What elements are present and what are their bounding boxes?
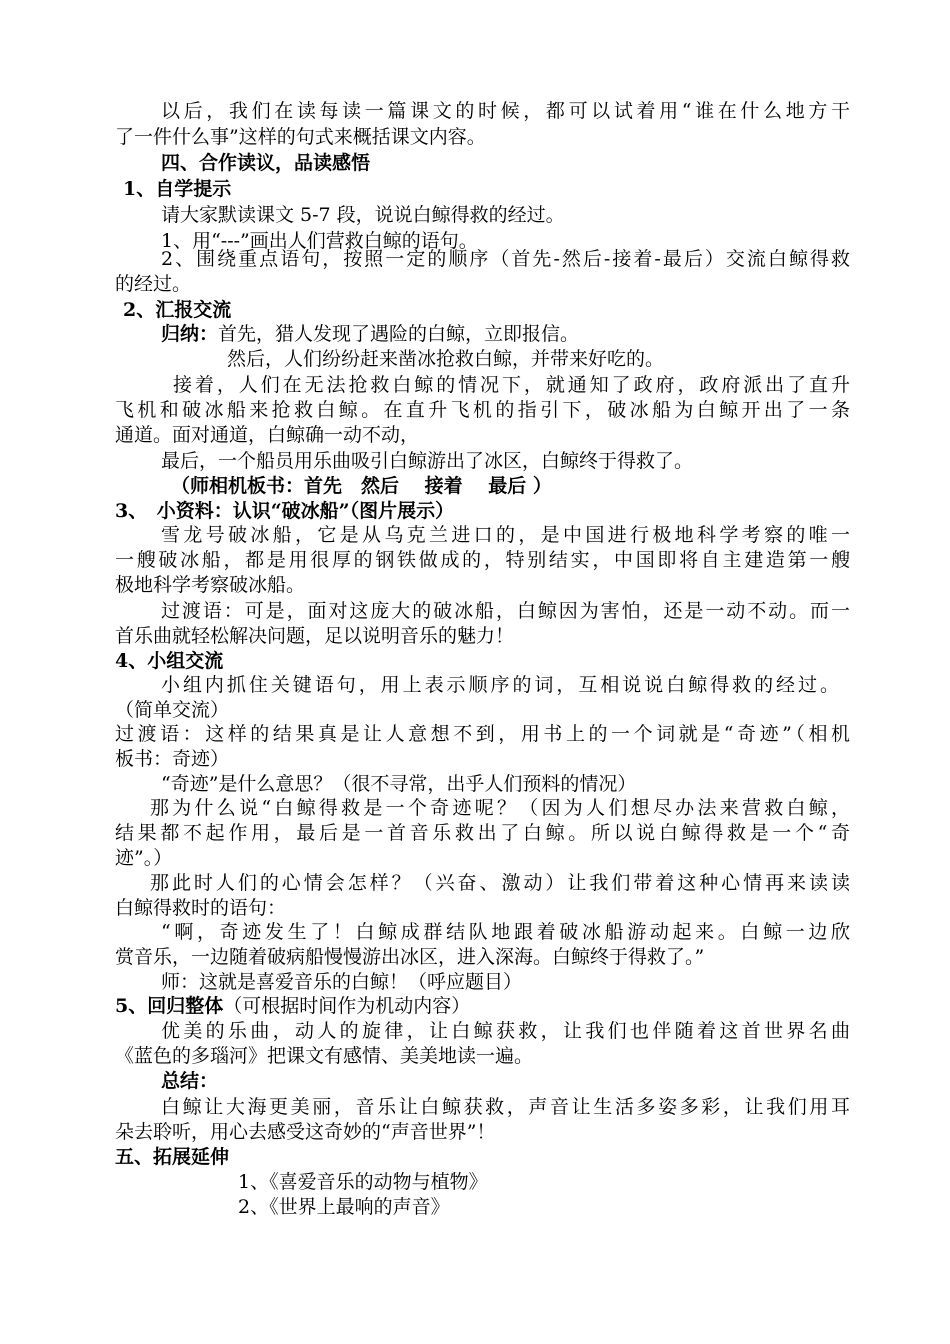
- heading-note: （可根据时间作为机动内容）: [223, 995, 471, 1017]
- paragraph-line: 最后，一个船员用乐曲吸引白鲸游出了冰区，白鲸终于得救了。: [161, 450, 694, 472]
- paragraph-line: 极地科学考察破冰船。: [115, 574, 306, 596]
- subsection-heading-5: 5、回归整体: [115, 995, 224, 1017]
- paragraph-line: 过渡语：可是，面对这庞大的破冰船，白鲸因为害怕，还是一动不动。而一: [161, 600, 850, 622]
- paragraph-line: 雪龙号破冰船，它是从乌克兰进口的，是中国进行极地科学考察的唯一: [161, 524, 850, 546]
- paragraph-line: 了一件什么事”这样的句式来概括课文内容。: [115, 126, 486, 148]
- paragraph-line: 朵去聆听，用心去感受这奇妙的“声音世界”！: [115, 1121, 496, 1143]
- list-item: 2、《世界上最响的声音》: [238, 1196, 450, 1218]
- paragraph-line: 过渡语：这样的结果真是让人意想不到，用书上的一个词就是“奇迹”（相机: [115, 723, 850, 745]
- paragraph-line: 迹”。）: [115, 847, 173, 869]
- paragraph-line: 那此时人们的心情会怎样？（兴奋、激动）让我们带着这种心情再来读读: [150, 872, 850, 894]
- section-heading-5: 五、拓展延伸: [115, 1146, 230, 1168]
- subsection-heading-2: 2、汇报交流: [123, 299, 232, 321]
- paragraph-line: 小组内抓住关键语句，用上表示顺序的词，互相说说白鲸得救的经过。: [161, 674, 839, 696]
- paragraph-line: 《蓝色的多瑙河》把课文有感情、美美地读一遍。: [115, 1045, 534, 1067]
- section-heading-4: 四、合作读议，品读感悟: [161, 152, 371, 174]
- quote-line: 赏音乐，一边随着破病船慢慢游出冰区，进入深海。白鲸终于得救了。”: [115, 946, 705, 968]
- paragraph-line: 接着，人们在无法抢救白鲸的情况下，就通知了政府，政府派出了直升: [173, 374, 850, 396]
- paragraph-line: 飞机和破冰船来抢救白鲸。在直升飞机的指引下，破冰船为白鲸开出了一条: [115, 399, 850, 421]
- paragraph-line: 一艘破冰船，都是用很厚的钢铁做成的，特别结实，中国即将自主建造第一艘: [115, 549, 850, 571]
- summary-line: [161, 322, 579, 346]
- summary-heading: 总结：: [161, 1070, 219, 1092]
- paragraph-line: 的经过。: [115, 273, 192, 295]
- subsection-heading-5-line: [115, 994, 470, 1018]
- paragraph-line: 以后，我们在读每读一篇课文的时候，都可以试着用“谁在什么地方干: [161, 100, 850, 122]
- paragraph-line: 师：这就是喜爱音乐的白鲸！（呼应题目）: [161, 971, 523, 993]
- paragraph-line: 白鲸让大海更美丽，音乐让白鲸获救，声音让生活多姿多彩，让我们用耳: [161, 1096, 850, 1118]
- subsection-heading-3: 3、 小资料：认识“破冰船”（图片展示）: [115, 500, 455, 522]
- summary-label: 归纳：: [161, 323, 219, 345]
- list-item: 1、《喜爱音乐的动物与植物》: [238, 1171, 488, 1193]
- paragraph-line: 2、围绕重点语句，按照一定的顺序（首先-然后-接着-最后）交流白鲸得救: [161, 248, 850, 270]
- paragraph-line: 通道。面对通道，白鲸确一动不动，: [115, 424, 420, 446]
- quote-line: “啊，奇迹发生了！白鲸成群结队地跟着破冰船游动起来。白鲸一边欣: [161, 921, 850, 943]
- paragraph-line: 首乐曲就轻松解决问题，足以说明音乐的魅力！: [115, 625, 515, 647]
- paragraph-line: 白鲸得救时的语句：: [115, 897, 287, 919]
- subsection-heading-4: 4、小组交流: [115, 650, 224, 672]
- paragraph-line: （简单交流）: [115, 699, 230, 721]
- paragraph-line: 板书：奇迹）: [115, 748, 230, 770]
- paragraph-line: 然后，人们纷纷赶来凿冰抢救白鲸，并带来好吃的。: [227, 348, 665, 370]
- paragraph-line: 1、用“---”画出人们营救白鲸的语句。: [161, 230, 478, 252]
- summary-text: 首先，猎人发现了遇险的白鲸，立即报信。: [218, 323, 580, 345]
- subsection-heading-1: 1、自学提示: [123, 178, 232, 200]
- board-note: （师相机板书：首先 然后 接着 最后 ）: [171, 475, 552, 497]
- paragraph-line: 优美的乐曲，动人的旋律，让白鲸获救，让我们也伴随着这首世界名曲: [161, 1020, 850, 1042]
- paragraph-line: “奇迹”是什么意思？（很不寻常，出乎人们预料的情况）: [161, 773, 637, 795]
- paragraph-line: 结果都不起作用，最后是一首音乐救出了白鲸。所以说白鲸得救是一个“奇: [115, 822, 850, 844]
- paragraph-line: 请大家默读课文 5-7 段，说说白鲸得救的经过。: [161, 204, 565, 226]
- paragraph-line: 那为什么说“白鲸得救是一个奇迹呢？（因为人们想尽办法来营救白鲸，: [150, 797, 850, 819]
